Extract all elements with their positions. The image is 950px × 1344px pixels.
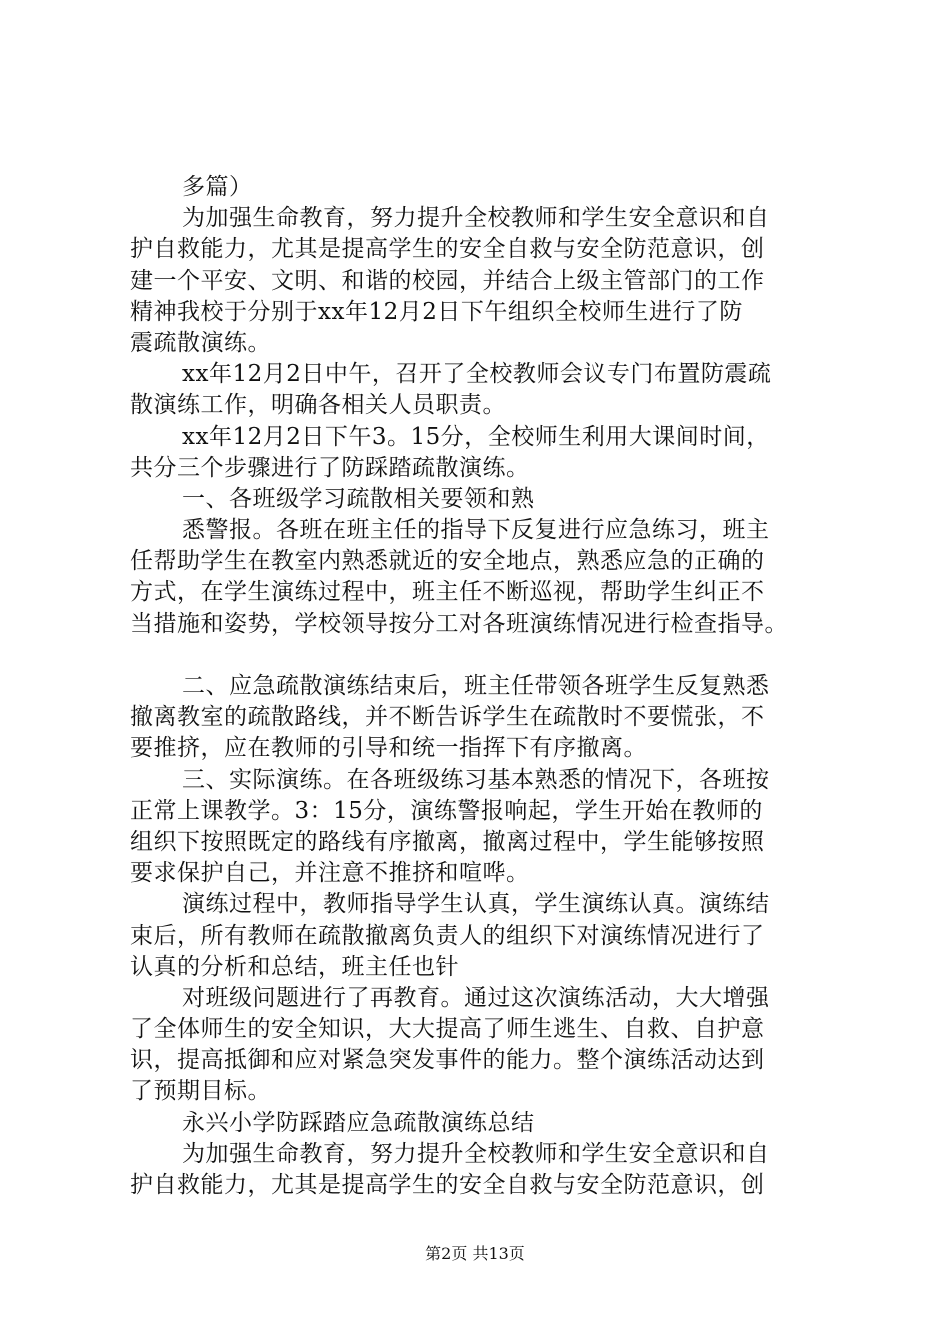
- text-line: 演练过程中，教师指导学生认真，学生演练认真。演练结: [182, 891, 770, 918]
- paragraph: [130, 484, 830, 515]
- text-line: 建一个平安、文明、和谐的校园，并结合上级主管部门的工作: [130, 267, 765, 294]
- text-line: xx年12月2日中午，召开了全校教师会议专门布置防震疏: [182, 361, 772, 388]
- paragraph: [130, 515, 830, 640]
- page-number-footer: 第2页 共13页: [425, 1244, 525, 1263]
- text-line: 悉警报。各班在班主任的指导下反复进行应急练习，班主: [182, 517, 770, 544]
- text-line: 任帮助学生在教室内熟悉就近的安全地点，熟悉应急的正确的: [130, 548, 765, 575]
- text-line: 对班级问题进行了再教育。通过这次演练活动，大大增强: [182, 984, 770, 1011]
- text-line: 要求保护自己，并注意不推挤和喧哗。: [130, 860, 530, 887]
- text-line: 束后，所有教师在疏散撤离负责人的组织下对演练情况进行了: [130, 922, 765, 949]
- paragraph: [130, 172, 830, 203]
- text-line: 了预期目标。: [130, 1078, 271, 1105]
- text-line: 护自救能力，尤其是提高学生的安全自救与安全防范意识，创: [130, 1172, 765, 1198]
- text-line: xx年12月2日下午3。15分，全校师生利用大课间时间，: [182, 423, 770, 450]
- text-line: 散演练工作，明确各相关人员职责。: [130, 392, 506, 419]
- text-line: 撤离教室的疏散路线，并不断告诉学生在疏散时不要慌张，不: [130, 704, 765, 731]
- paragraph: [130, 203, 830, 359]
- text-line: 正常上课教学。3：15分，演练警报响起，学生开始在教师的: [130, 797, 763, 824]
- paragraph: [130, 671, 830, 765]
- paragraph: [130, 422, 830, 484]
- paragraph: [130, 1108, 830, 1139]
- section-title: 永兴小学防踩踏应急疏散演练总结: [182, 1109, 535, 1136]
- text-line: 组织下按照既定的路线有序撤离，撤离过程中，学生能够按照: [130, 828, 765, 855]
- text-line: 当措施和姿势，学校领导按分工对各班演练情况进行检查指导。: [130, 610, 788, 637]
- blank-line: [130, 640, 830, 671]
- text-line: 识，提高抵御和应对紧急突发事件的能力。整个演练活动达到: [130, 1047, 765, 1074]
- text-line: 三、实际演练。在各班级练习基本熟悉的情况下，各班按: [182, 766, 770, 793]
- text-line: 为加强生命教育，努力提升全校教师和学生安全意识和自: [182, 205, 770, 232]
- text-line: 一、各班级学习疏散相关要领和熟: [182, 485, 535, 512]
- text-line: 共分三个步骤进行了防踩踏疏散演练。: [130, 454, 530, 481]
- text-line: 二、应急疏散演练结束后，班主任带领各班学生反复熟悉: [182, 673, 770, 699]
- text-line: 了全体师生的安全知识，大大提高了师生逃生、自救、自护意: [130, 1016, 765, 1043]
- document-body: [130, 172, 830, 1201]
- text-line: 震疏散演练。: [130, 329, 271, 356]
- text-line: 认真的分析和总结，班主任也针: [130, 953, 459, 980]
- text-line: 要推挤，应在教师的引导和统一指挥下有序撤离。: [130, 735, 647, 762]
- text-line: 方式，在学生演练过程中，班主任不断巡视，帮助学生纠正不: [130, 579, 765, 606]
- paragraph: [130, 765, 830, 890]
- paragraph: [130, 983, 830, 1108]
- text-line: 精神我校于分别于xx年12月2日下午组织全校师生进行了防: [130, 298, 743, 325]
- paragraph: [130, 889, 830, 983]
- paragraph: [130, 359, 830, 421]
- text-line: 多篇）: [182, 174, 253, 200]
- paragraph: [130, 1139, 830, 1201]
- text-line: 护自救能力，尤其是提高学生的安全自救与安全防范意识，创: [130, 236, 765, 263]
- text-line: 为加强生命教育，努力提升全校教师和学生安全意识和自: [182, 1140, 770, 1167]
